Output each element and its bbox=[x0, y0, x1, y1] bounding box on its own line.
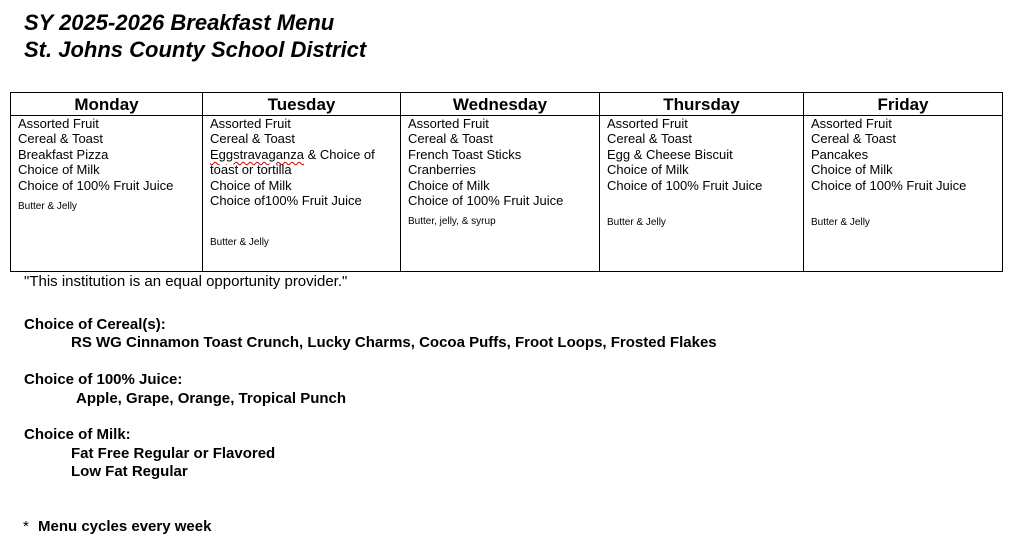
menu-cycle-note: Menu cycles every week bbox=[38, 518, 212, 535]
juice-list: Apple, Grape, Orange, Tropical Punch bbox=[76, 390, 347, 407]
list-item: Choice of 100% Fruit Juice bbox=[408, 193, 564, 209]
equal-opportunity-statement: "This institution is an equal opportunity provider." bbox=[24, 273, 348, 290]
table-header-row bbox=[11, 93, 1003, 116]
table-row bbox=[11, 116, 1003, 272]
list-item: Cereal & Toast bbox=[210, 131, 296, 147]
list-item: Cereal & Toast bbox=[408, 131, 494, 147]
district-title: St. Johns County School District bbox=[24, 37, 367, 62]
breakfast-menu-table bbox=[10, 92, 1003, 272]
list-item: Breakfast Pizza bbox=[18, 146, 109, 162]
list-item: Cranberries bbox=[408, 162, 476, 178]
footnote-asterisk: * bbox=[23, 518, 29, 535]
list-item: Assorted Fruit bbox=[408, 116, 489, 131]
day-header-monday: Monday bbox=[11, 93, 203, 116]
list-item: Choice of Milk bbox=[408, 177, 490, 193]
list-item: Egg & Cheese Biscuit bbox=[607, 146, 733, 162]
list-item: Assorted Fruit bbox=[811, 116, 892, 131]
day-header-thursday: Thursday bbox=[600, 93, 804, 116]
condiment-note: Butter & Jelly bbox=[18, 201, 77, 213]
list-item: French Toast Sticks bbox=[408, 146, 522, 162]
list-item: Choice of Milk bbox=[607, 162, 689, 178]
day-cell-monday bbox=[11, 116, 203, 272]
milk-option: Low Fat Regular bbox=[71, 463, 188, 480]
list-item: Choice of 100% Fruit Juice bbox=[607, 177, 763, 193]
list-item: Choice of 100% Fruit Juice bbox=[18, 177, 174, 193]
cereal-list: RS WG Cinnamon Toast Crunch, Lucky Charms, Cocoa Puffs, Froot Loops, Frosted Flakes bbox=[71, 334, 717, 351]
condiment-note: Butter & Jelly bbox=[607, 217, 666, 229]
list-item: Cereal & Toast bbox=[18, 131, 104, 147]
special-item-rest: & Choice of toast or tortilla bbox=[210, 146, 375, 178]
list-item: Assorted Fruit bbox=[18, 116, 99, 131]
special-item-name: Eggstravaganza bbox=[210, 146, 304, 162]
condiment-note: Butter, jelly, & syrup bbox=[408, 216, 496, 228]
day-cell-friday bbox=[804, 116, 1003, 272]
day-cell-tuesday bbox=[203, 116, 401, 272]
list-item: Pancakes bbox=[811, 146, 869, 162]
list-item: Cereal & Toast bbox=[607, 131, 693, 147]
list-item: Choice of100% Fruit Juice bbox=[210, 193, 362, 209]
day-header-friday: Friday bbox=[804, 93, 1003, 116]
list-item: Assorted Fruit bbox=[607, 116, 688, 131]
list-item-special bbox=[210, 147, 396, 178]
list-item: Choice of Milk bbox=[18, 162, 100, 178]
list-item: Choice of 100% Fruit Juice bbox=[811, 177, 967, 193]
milk-option: Fat Free Regular or Flavored bbox=[71, 445, 276, 462]
day-header-tuesday: Tuesday bbox=[203, 93, 401, 116]
list-item: Choice of Milk bbox=[811, 162, 893, 178]
list-item: Assorted Fruit bbox=[210, 116, 291, 131]
cereal-heading: Choice of Cereal(s): bbox=[24, 316, 166, 333]
day-cell-thursday bbox=[600, 116, 804, 272]
list-item: Choice of Milk bbox=[210, 177, 292, 193]
condiment-note: Butter & Jelly bbox=[210, 237, 269, 249]
menu-title: SY 2025-2026 Breakfast Menu bbox=[24, 10, 335, 35]
day-cell-wednesday bbox=[401, 116, 600, 272]
juice-heading: Choice of 100% Juice: bbox=[24, 371, 183, 388]
milk-heading: Choice of Milk: bbox=[24, 426, 131, 443]
list-item: Cereal & Toast bbox=[811, 131, 897, 147]
day-header-wednesday: Wednesday bbox=[401, 93, 600, 116]
condiment-note: Butter & Jelly bbox=[811, 217, 870, 229]
